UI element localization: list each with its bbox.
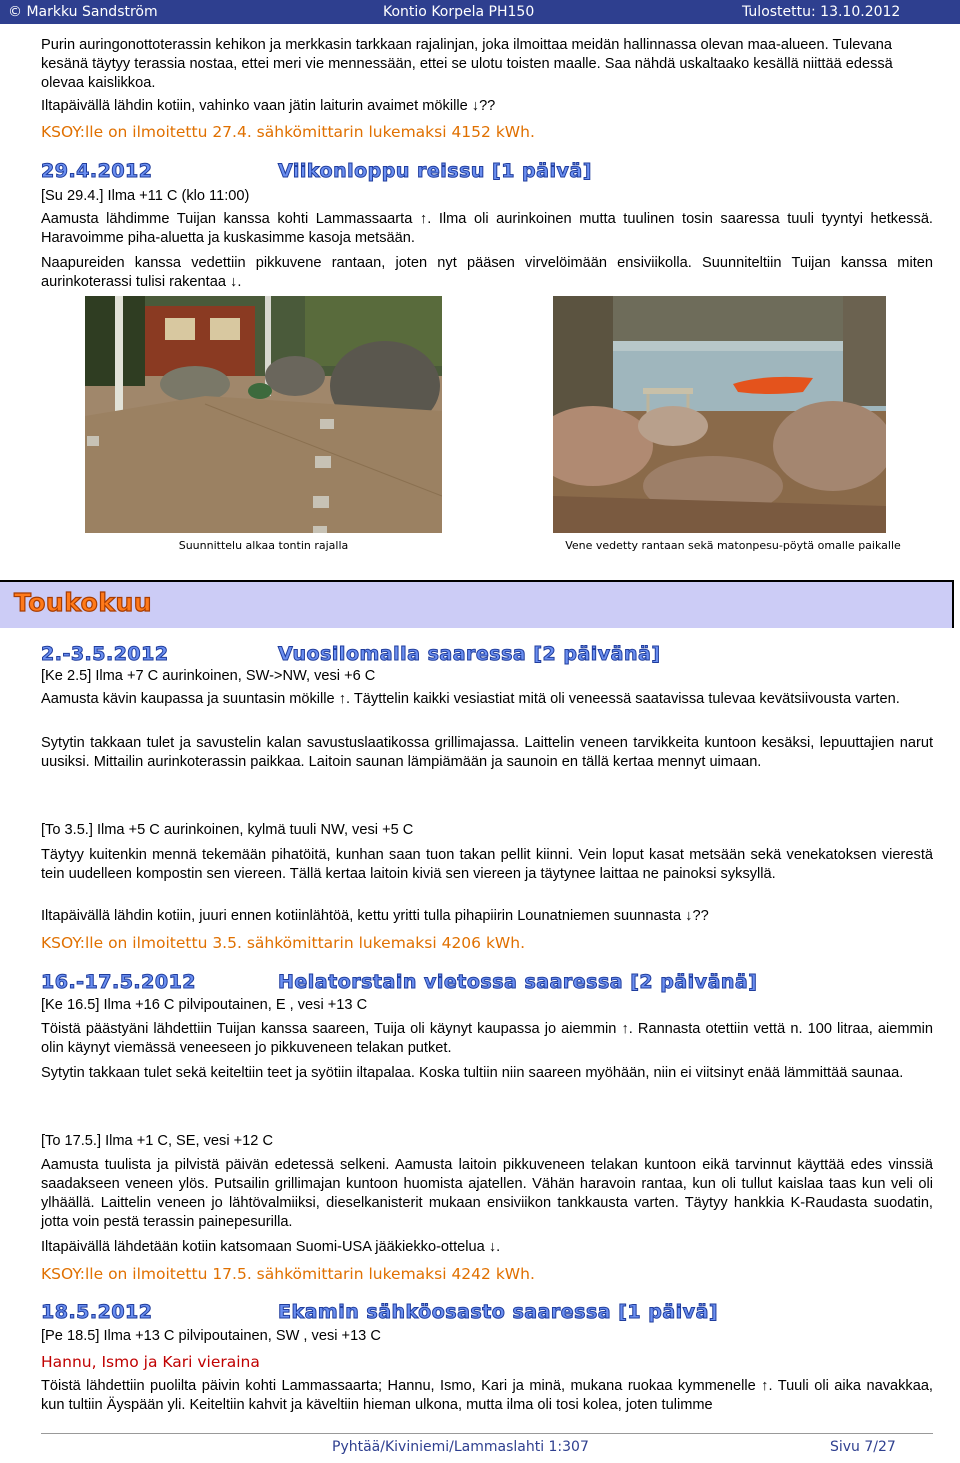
- entry-3-paragraph-3: Aamusta tuulista ja pilvistä päivän edetessä selkeni. Aamusta laitoin pikkuveneen telakan kuntoon eikä tarvinnut käyttää edes vinssiä saadakseen veneen ylös. Putsailin grillimajan kuntoon huomista ajatellen. Vähän haravoin rantaa, kun oli tullut kaislaa taas kun veli oli ylhäällä. Laittelin veneen jo lähtövalmiiksi, dieselkanisterit mukaan ensiviikon tankkausta varten. Täytyy hankkia K-Raudasta suodatin, jotta voin pestä terassin painepesurilla.: [41, 1157, 933, 1230]
- month-title: Toukokuu: [14, 588, 153, 617]
- entry-3-p1-text: Töistä päästyäni lähdettiin Tuijan kanssa saareen, Tuija oli käynyt kaupassa jo aiemmin: [41, 1021, 617, 1037]
- entry-2-paragraph-4: [41, 907, 933, 926]
- entry-1-paragraph-2: [41, 254, 933, 292]
- footer-location: Pyhtää/Kiviniemi/Lammaslahti 1:307: [332, 1439, 589, 1455]
- intro-departure-end: ??: [479, 98, 496, 114]
- photo-2-caption: Vene vedetty rantaan sekä matonpesu-pöytä omalle paikalle: [565, 539, 901, 552]
- header-printed-date: Tulostettu: 13.10.2012: [742, 4, 901, 20]
- entry-3-p4-text-end: .: [496, 1239, 501, 1255]
- entry-3-weather-2: [To 17.5.] Ilma +1 C, SE, vesi +12 C: [41, 1133, 273, 1149]
- entry-1-p2-text-end: .: [237, 274, 242, 290]
- entry-2-title: Vuosilomalla saaressa [2 päivänä]: [278, 643, 661, 665]
- entry-2-paragraph-2: Sytytin takkaan tulet ja savustelin kalan savustuslaatikossa grillimajassa. Laittelin veneen tarvikkeita kuntoon kesäksi, lepuuttajien narut uusiksi. Mittailin aurinkoterassin paikkaa. Laitoin saunan lämpiämään ja saunoin en tällä kertaa mennyt uimaan.: [41, 735, 933, 770]
- entry-2-date: 2.-3.5.2012: [41, 643, 169, 665]
- header-document: Kontio Korpela PH150: [383, 4, 535, 20]
- page-header-bar: [0, 0, 960, 24]
- arrow-up-icon: ↑: [338, 691, 347, 707]
- entry-2-p4-text-end: ??: [692, 908, 709, 924]
- arrow-down-icon: ↓: [685, 908, 693, 924]
- entry-3-paragraph-4: [41, 1238, 933, 1257]
- entry-1-title: Viikonloppu reissu [1 päivä]: [278, 160, 592, 182]
- arrow-up-icon: ↑: [419, 211, 428, 227]
- entry-4-guests: Hannu, Ismo ja Kari vieraina: [41, 1353, 260, 1371]
- entry-3-date: 16.-17.5.2012: [41, 971, 197, 993]
- intro-paragraph: Purin auringonottoterassin kehikon ja merkkasin tarkkaan rajalinjan, joka ilmoittaa meidän hallinnassa olevan maa-alueen. Tulevana kesänä täytyy terassia nostaa, ettei meri vie mennessään, ettei se ulotu toisten maalle. Saa nähdä uskaltaako kesällä niittää edessä olevaa kaislikkoa.: [41, 37, 893, 91]
- entry-3-weather-1: [Ke 16.5] Ilma +16 C pilvipoutainen, E , vesi +13 C: [41, 997, 368, 1013]
- photo-yard-boundary: [85, 296, 442, 533]
- entry-4-p1-text-end: . Tuuli oli aika navakkaa, kun tultiin Äyspään yli. Keiteltiin kahvit ja käveltiin hieman ulkona, mutta ilma oli tosi kolea, joten tulimme: [41, 1378, 933, 1413]
- entry-2-weather-1: [Ke 2.5] Ilma +7 C aurinkoinen, SW->NW, vesi +6 C: [41, 668, 376, 684]
- entry-4-title: Ekamin sähköosasto saaressa [1 päivä]: [278, 1301, 719, 1323]
- entry-1-p2-text: Naapureiden kanssa vedettiin pikkuvene rantaan, joten nyt pääsen virvelöimään ensiviikolla. Suunniteltiin Tuijan kanssa miten aurinkoterassi tulisi rakentaa: [41, 255, 933, 290]
- entry-3-title: Helatorstain vietossa saaressa [2 päivänä]: [278, 971, 758, 993]
- entry-1-p1-text: Aamusta lähdimme Tuijan kanssa kohti Lammassaarta: [41, 211, 413, 227]
- entry-2-p1-text: Aamusta kävin kaupassa ja suuntasin mökille: [41, 691, 335, 707]
- intro-departure-text: Iltapäivällä lähdin kotiin, vahinko vaan jätin laiturin avaimet mökille: [41, 98, 468, 114]
- entry-4-p1-text: Töistä lähdettiin puolilta päivin kohti Lammassaarta; Hannu, Ismo, Kari ja minä, mukana ruokaa kymmenelle: [41, 1378, 756, 1394]
- intro-departure-paragraph: [41, 97, 933, 116]
- ksoy-note-2: KSOY:lle on ilmoitettu 3.5. sähkömittarin lukemaksi 4206 kWh.: [41, 934, 526, 952]
- entry-2-p4-text: Iltapäivällä lähdin kotiin, juuri ennen kotiinlähtöä, kettu yritti tulla pihapiirin Lounatniemen suunnasta: [41, 908, 682, 924]
- ksoy-note-3: KSOY:lle on ilmoitettu 17.5. sähkömittarin lukemaksi 4242 kWh.: [41, 1265, 535, 1283]
- arrow-down-icon: ↓: [230, 274, 238, 290]
- photo-1-caption: Suunnittelu alkaa tontin rajalla: [178, 539, 349, 552]
- entry-4-date: 18.5.2012: [41, 1301, 153, 1323]
- entry-3-paragraph-2: Sytytin takkaan tulet sekä keiteltiin teet ja syötiin iltapalaa. Koska tultiin niin saareen myöhään, niin ei viitsinyt enää lämmittää saunaa.: [41, 1065, 904, 1081]
- entry-2-weather-2: [To 3.5.] Ilma +5 C aurinkoinen, kylmä tuuli NW, vesi +5 C: [41, 822, 414, 838]
- arrow-up-icon: ↑: [621, 1021, 629, 1037]
- ksoy-note-1: KSOY:lle on ilmoitettu 27.4. sähkömittarin lukemaksi 4152 kWh.: [41, 123, 535, 141]
- header-author: © Markku Sandström: [8, 4, 158, 20]
- arrow-down-icon: ↓: [471, 98, 480, 114]
- entry-3-p1-text-end: . Rannasta otettiin vettä n. 100 litraa, aiemmin olin käynyt viemässä veneeseen jo pikkuveneen telakan putket.: [41, 1021, 933, 1056]
- entry-2-paragraph-1: [41, 690, 933, 709]
- entry-1-date: 29.4.2012: [41, 160, 153, 182]
- photo-boat-shore: [553, 296, 886, 533]
- arrow-up-icon: ↑: [761, 1378, 769, 1394]
- entry-4-paragraph-1: [41, 1377, 933, 1415]
- entry-1-p1-text-end: . Ilma oli aurinkoinen mutta tuulinen tosin saaressa tuuli tyyntyi hetkessä. Haravoimme piha-aluetta ja kuskasimme kasoja metsään.: [41, 211, 933, 246]
- entry-4-weather: [Pe 18.5] Ilma +13 C pilvipoutainen, SW , vesi +13 C: [41, 1328, 381, 1344]
- entry-1-weather: [Su 29.4.] Ilma +11 C (klo 11:00): [41, 188, 250, 204]
- entry-1-paragraph-1: [41, 210, 933, 248]
- footer-page-number: Sivu 7/27: [830, 1439, 896, 1455]
- footer-divider: [41, 1433, 933, 1434]
- entry-3-paragraph-1: [41, 1020, 933, 1058]
- entry-2-p1-text-end: . Täyttelin kaikki vesiastiat mitä oli veneessä saatavissa tulevaa kevätsiivousta varten.: [346, 691, 900, 707]
- arrow-down-icon: ↓: [488, 1239, 497, 1255]
- entry-2-paragraph-3: Täytyy kuitenkin mennä tekemään pihatöitä, kunhan saan tuon takan pellit kiinni. Vein loput kasat metsään sekä venekatoksen vierestä tein uudelleen kompostin sen viereen. Tällä kertaa laitoin kiviä sen viereen ja täytynee laittaa ne painoksi syksyllä.: [41, 847, 933, 882]
- entry-3-p4-text: Iltapäivällä lähdetään kotiin katsomaan Suomi-USA jääkiekko-ottelua: [41, 1239, 485, 1255]
